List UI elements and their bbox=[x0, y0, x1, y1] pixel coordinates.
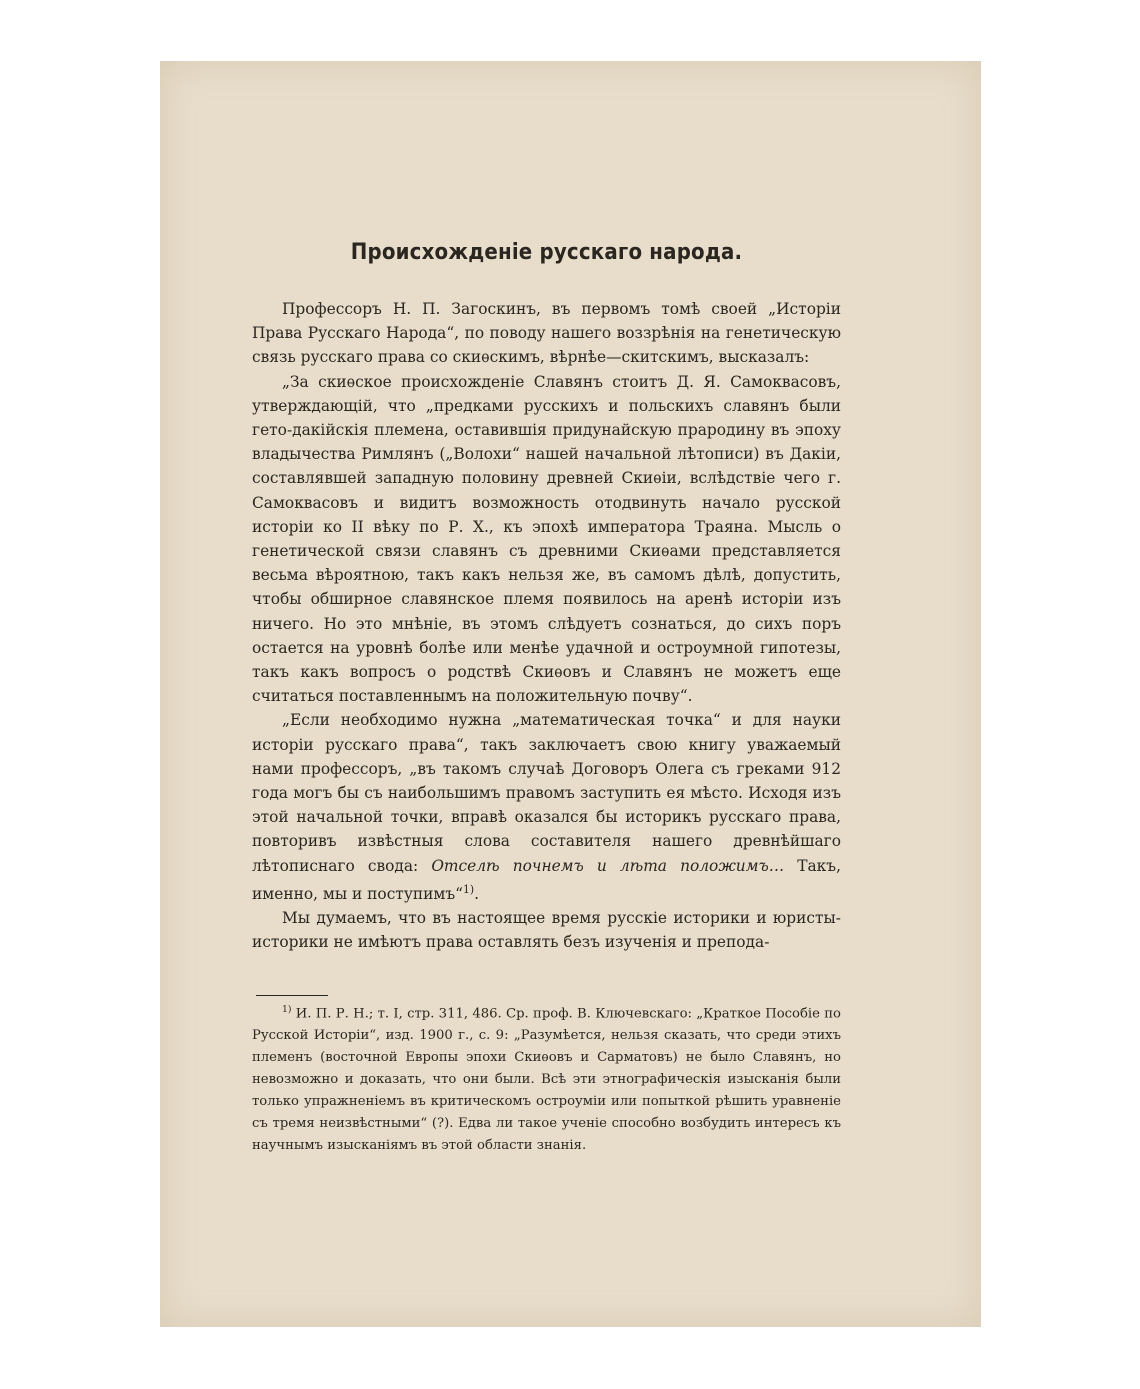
book-page bbox=[160, 61, 981, 1327]
paragraph-text: „Если необходимо нужна „математическая точка“ и для науки исторіи русскаго права“, такъ заключаетъ свою книгу уважаемый нами профессоръ, „въ такомъ случаѣ Договоръ Олега съ греками 912 года могъ бы съ наибольшимъ правомъ заступить ея мѣсто. Исходя изъ этой начальной точки, вправѣ оказался бы историкъ русскаго права, повторивъ извѣстныя слова составителя нашего древнѣйшаго лѣтописнаго свода: bbox=[252, 711, 841, 875]
paragraph: Мы думаемъ, что въ настоящее время русскіе историки и юристы-историки не имѣютъ права оставлять безъ изученія и препода- bbox=[252, 909, 841, 952]
footnote-mark: 1) bbox=[282, 1004, 292, 1015]
paragraph: „За скиѳское происхожденіе Славянъ стоитъ Д. Я. Самоквасовъ, утверждающій, что „предками русскихъ и польскихъ славянъ были гето-дакійскія племена, оставившія придунайскую прародину въ эпоху владычества Римлянъ („Волохи“ нашей начальной лѣтописи) въ Дакіи, составлявшей западную половину древней Скиѳіи, вслѣдствіе чего г. Самоквасовъ и видитъ возможность отодвинуть начало русской исторіи ко II вѣку по Р. Х., къ эпохѣ императора Траяна. Мысль о генетической связи славянъ съ древними Скиѳами представляется весьма вѣроятною, такъ какъ нельзя же, въ самомъ дѣлѣ, допустить, чтобы обширное славянское племя появилось на аренѣ исторіи изъ ничего. Но это мнѣніе, въ этомъ слѣдуетъ сознаться, до сихъ поръ остается на уровнѣ болѣе или менѣе удачной и остроумной гипотезы, такъ какъ вопросъ о родствѣ Скиѳовъ и Славянъ не можетъ еще считаться поставленнымъ на положительную почву“. bbox=[252, 372, 841, 706]
footnote-text: И. П. Р. Н.; т. I, стр. 311, 486. Ср. проф. В. Ключевскаго: „Краткое Пособіе по Русской Исторіи“, изд. 1900 г., с. 9: „Разумѣется, нельзя сказать, что среди этихъ племенъ (восточной Европы эпохи Скиѳовъ и Сарматовъ) не было Славянъ, но невозможно и доказать, что они были. Всѣ эти этнографическія изысканія были только упражненіемъ въ критическомъ остроуміи или попыткой рѣшить уравненіе съ тремя неизвѣстными“ (?). Едва ли такое ученіе способно возбудить интересъ къ научнымъ изысканіямъ въ этой области знанія. bbox=[252, 1006, 841, 1154]
quote-end: . bbox=[474, 885, 479, 903]
body-text bbox=[252, 297, 841, 955]
italic-quote: Отселѣ почнемъ и лѣта положимъ… bbox=[431, 856, 785, 875]
footnote-reference: 1) bbox=[463, 882, 475, 896]
footnote bbox=[252, 999, 841, 1157]
page-title: Происхожденіе русскаго народа. bbox=[350, 240, 743, 265]
footnote-divider bbox=[256, 995, 328, 996]
paragraph: Профессоръ Н. П. Загоскинъ, въ первомъ томѣ своей „Исторіи Права Русскаго Народа“, по поводу нашего воззрѣнія на генетическую связь русскаго права со скиѳскимъ, вѣрнѣе—скитскимъ, высказалъ: bbox=[252, 300, 841, 367]
footnote-paragraph bbox=[252, 999, 841, 1157]
paragraph bbox=[252, 708, 841, 906]
quote-tail: Такъ, именно, мы и поступимъ“ bbox=[252, 856, 841, 903]
